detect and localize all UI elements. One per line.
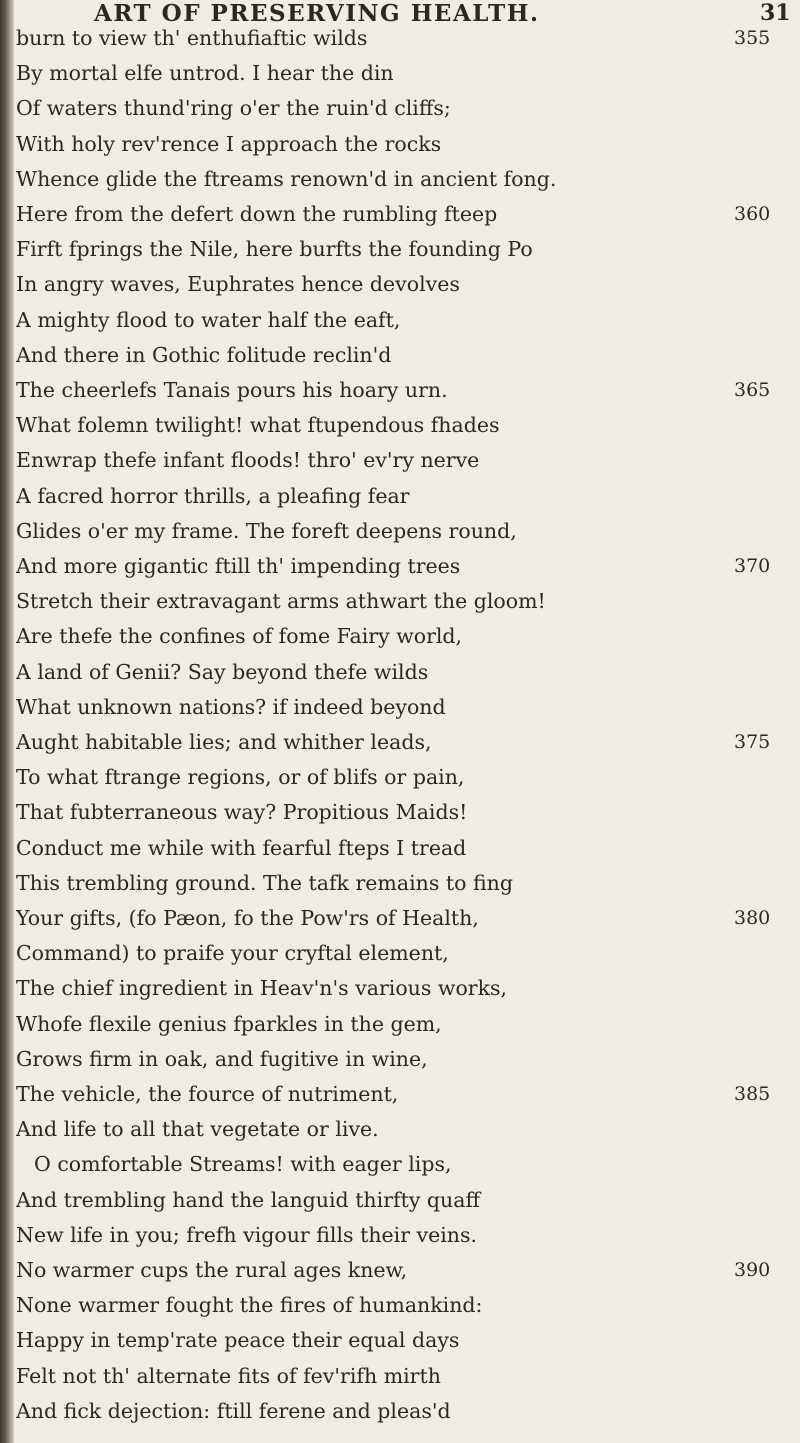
poem-line: The vehicle, the fource of nutriment,: [16, 1082, 399, 1106]
line-number: 390: [734, 1259, 771, 1281]
line-number: 365: [734, 379, 771, 401]
poem-line: Firft fprings the Nile, here burfts the founding Po: [16, 237, 533, 262]
poem-line: And life to all that vegetate or live.: [16, 1117, 379, 1142]
poem-line: This trembling ground. The tafk remains to fing: [16, 870, 513, 895]
line-number: 355: [734, 27, 771, 49]
poem-line: Happy in temp'rate peace their equal days: [16, 1328, 460, 1353]
poem-line: Of waters thund'ring o'er the ruin'd cliffs;: [16, 96, 451, 121]
poem-line: To what ftrange regions, or of blifs or pain,: [16, 765, 465, 790]
poem-line: And more gigantic ftill th' impending trees: [16, 554, 461, 578]
line-number: 360: [734, 203, 771, 225]
poem-line: burn to view th' enthufiaftic wilds: [16, 26, 368, 50]
poem-line: Felt not th' alternate fits of fev'rifh mirth: [16, 1363, 441, 1388]
poem-line: Enwrap thefe infant floods! thro' ev'ry nerve: [16, 448, 480, 473]
poem-line: And fick dejection: ftill ferene and pleas'd: [16, 1398, 451, 1423]
poem-line: A land of Genii? Say beyond thefe wilds: [16, 659, 429, 684]
poem-line: In angry waves, Euphrates hence devolves: [16, 272, 460, 297]
poem-line: None warmer fought the fires of humankind:: [16, 1293, 483, 1318]
poem-line: What folemn twilight! what ftupendous fhades: [16, 413, 500, 438]
poem-line: The chief ingredient in Heav'n's various works,: [16, 976, 508, 1001]
poem-line: Your gifts, (fo Pæon, fo the Pow'rs of Health,: [16, 906, 479, 930]
poem-line: That fubterraneous way? Propitious Maids!: [16, 800, 468, 825]
page-header: [0, 0, 800, 27]
poem-line: Stretch their extravagant arms athwart the gloom!: [16, 589, 546, 614]
poem-line: Whence glide the ftreams renown'd in ancient fong.: [16, 166, 557, 191]
poem-line: And trembling hand the languid thirfty quaff: [16, 1187, 481, 1212]
poem-line: By mortal elfe untrod. I hear the din: [16, 61, 394, 86]
running-title: ART OF PRESERVING HEALTH.: [94, 0, 540, 27]
poem-line: Command) to praife your cryftal element,: [16, 941, 449, 966]
poem-line: Aught habitable lies; and whither leads,: [16, 730, 432, 754]
poem-line: Here from the defert down the rumbling fteep: [16, 202, 498, 226]
poem-line: No warmer cups the rural ages knew,: [16, 1258, 408, 1282]
poem-line: A mighty flood to water half the eaft,: [16, 307, 401, 332]
line-number: 370: [734, 555, 771, 577]
poem-line: Grows firm in oak, and fugitive in wine,: [16, 1046, 428, 1071]
line-number: 385: [734, 1083, 771, 1105]
poem-line: Are thefe the confines of fome Fairy world,: [16, 624, 463, 649]
binding-gutter: [0, 0, 14, 1443]
line-number: 380: [734, 907, 771, 929]
poem-line: What unknown nations? if indeed beyond: [16, 694, 446, 719]
poem-line: Glides o'er my frame. The foreft deepens round,: [16, 518, 517, 543]
poem-line: With holy rev'rence I approach the rocks: [16, 131, 442, 156]
line-number: 375: [734, 731, 771, 753]
poem-line: And there in Gothic folitude reclin'd: [16, 342, 392, 367]
page-number: 31: [760, 0, 791, 26]
poem-line: New life in you; frefh vigour fills their veins.: [16, 1222, 478, 1247]
poem-line: Whofe flexile genius fparkles in the gem,: [16, 1011, 442, 1036]
poem-line: The cheerlefs Tanais pours his hoary urn.: [16, 378, 448, 402]
poem-line: Conduct me while with fearful fteps I tread: [16, 835, 467, 860]
poem-line: O comfortable Streams! with eager lips,: [34, 1152, 452, 1177]
poem-line: A facred horror thrills, a pleafing fear: [16, 483, 410, 508]
